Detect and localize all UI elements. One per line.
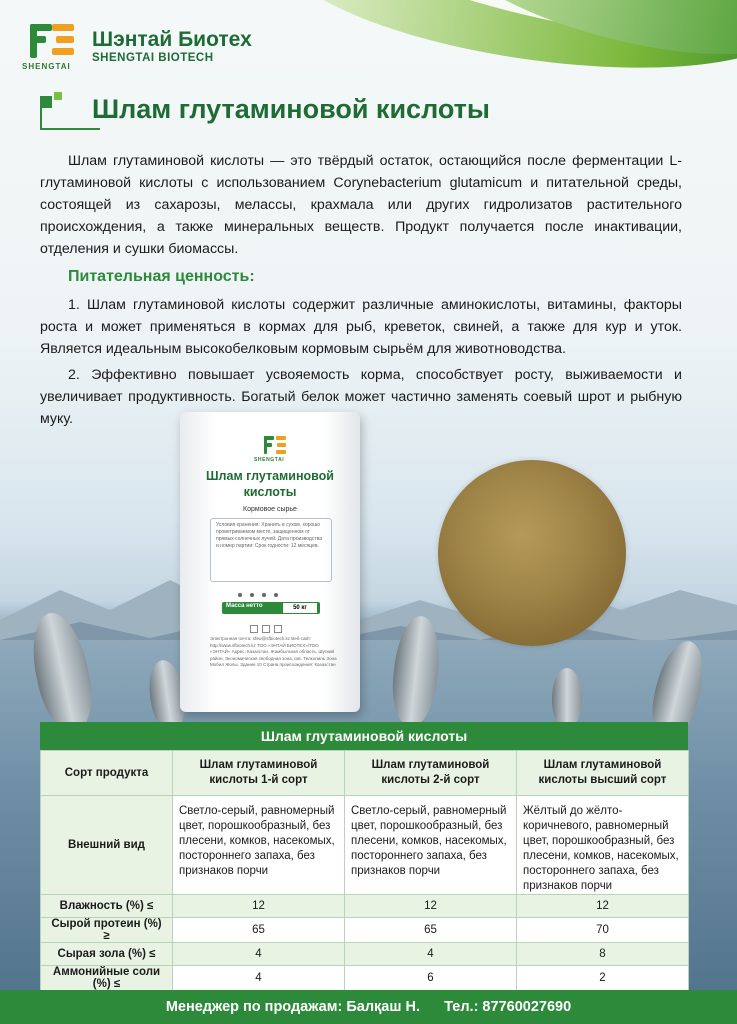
phone-number[interactable]: Тел.: 87760027690 xyxy=(444,999,572,1015)
table-row xyxy=(41,966,689,991)
nutrition-paragraph-2: 2. Эффективно повышает усвояемость корма, способствует росту, выживаемости и увеличивает продуктивность. Богатый белок может частично заменять соевый шрот и рыбную муку. xyxy=(40,367,682,427)
bag-logo-icon xyxy=(264,436,286,456)
table-cell: 4 xyxy=(173,943,345,966)
bag-subtitle: Кормовое сырье xyxy=(243,506,297,513)
bag-footer-text: Электронная почта: sfsw@sfbiotech.kz Веб-сайт: http://www.sfbiotech.kz ТОО «ЭНТАЙ БИОТЕХ»/ТОО «ЭНТАЙ» Адрес: Казахстан, Жамбылская область, Шуский район, Экономическая свободная зона, скв. Телкопиль Зона Мобил Жолы, Здание 10 Страна происхождения: Казахстан xyxy=(210,636,337,667)
table-header-cell: Шлам глутаминовой кислоты 2-й сорт xyxy=(345,751,517,796)
table-cell: 70 xyxy=(517,918,689,943)
table-cell: 8 xyxy=(517,943,689,966)
table-cell: 12 xyxy=(173,895,345,918)
table-header-cell: Шлам глутаминовой кислоты 1-й сорт xyxy=(173,751,345,796)
table-title: Шлам глутаминовой кислоты xyxy=(40,722,688,750)
table-row-label: Сырая зола (%) ≤ xyxy=(41,943,173,966)
title-divider xyxy=(40,128,100,130)
contact-footer xyxy=(0,990,737,1024)
bag-title: Шлам глутаминовой кислоты xyxy=(206,469,334,499)
title-square-icon xyxy=(40,96,52,108)
brand-header xyxy=(22,20,252,72)
bag-logo-text: SHENGTAI xyxy=(254,457,285,463)
title-square-icon xyxy=(54,92,62,100)
bag-weight-label: Масса нетто xyxy=(226,603,263,609)
table-row-label: Аммонийные соли (%) ≤ xyxy=(41,966,173,991)
table-row xyxy=(41,943,689,966)
product-bag-image xyxy=(180,412,360,712)
brand-name-ru: Шэнтай Биотех xyxy=(92,28,252,51)
shengtai-logo-icon xyxy=(22,20,78,72)
table-header-row xyxy=(41,751,689,796)
brand-name-en: SHENGTAI BIOTECH xyxy=(92,52,214,64)
table-cell: 12 xyxy=(345,895,517,918)
table-cell: 2 xyxy=(517,966,689,991)
table-cell: Жёлтый до жёлто-коричневого, равномерный цвет, порошкообразный, без плесени, комков, насекомых, постороннего запаха, без признаков порчи xyxy=(517,796,689,895)
table-cell: 4 xyxy=(173,966,345,991)
table-cell: 12 xyxy=(517,895,689,918)
table-cell: Светло-серый, равномерный цвет, порошкообразный, без плесени, комков, насекомых, постороннего запаха, без признаков порчи xyxy=(345,796,517,895)
table-header-cell: Шлам глутаминовой кислоты высший сорт xyxy=(517,751,689,796)
spec-table-grid xyxy=(40,750,689,991)
bag-dots xyxy=(238,584,298,594)
table-cell: 6 xyxy=(345,966,517,991)
fish-image xyxy=(552,668,582,728)
title-divider xyxy=(40,108,42,130)
table-header-cell: Сорт продукта xyxy=(41,751,173,796)
table-cell: 4 xyxy=(345,943,517,966)
intro-paragraph: Шлам глутаминовой кислоты — это твёрдый остаток, остающийся после ферментации L-глутаминовой кислоты с использованием Corynebacterium glutamicum и питательной среды, состоящей из сахарозы, мелассы, крахмала или других гидролизатов растительного происхождения, а также минеральных веществ. Продукт получается после инактивации, отделения и сушки биомассы. xyxy=(40,153,682,257)
table-row-label: Сырой протеин (%) ≥ xyxy=(41,918,173,943)
table-row xyxy=(41,895,689,918)
table-row-label: Влажность (%) ≤ xyxy=(41,895,173,918)
table-row xyxy=(41,918,689,943)
bag-symbol-icons xyxy=(250,620,300,628)
bag-weight-value: 50 кг xyxy=(282,602,318,614)
nutrition-paragraph-1: 1. Шлам глутаминовой кислоты содержит различные аминокислоты, витамины, факторы роста и может применяться в кормах для рыб, креветок, свиней, а также для кур и уток. Является идеальным высокобелковым кормовым сырьём для животноводства. xyxy=(40,297,682,357)
table-row-label: Внешний вид xyxy=(41,796,173,895)
table-cell: Светло-серый, равномерный цвет, порошкообразный, без плесени, комков, насекомых, постороннего запаха, без признаков порчи xyxy=(173,796,345,895)
spec-table xyxy=(40,722,688,991)
logo-text: SHENGTAI xyxy=(22,62,71,71)
bag-info-text: Условия хранения: Хранить в сухом, хорошо проветриваемом месте, защищенном от прямых солнечных лучей. Дата производства и номер партии: Срок годности: 12 месяцев. xyxy=(216,522,322,549)
table-row xyxy=(41,796,689,895)
table-cell: 65 xyxy=(173,918,345,943)
sales-manager: Менеджер по продажам: Балқаш Н. xyxy=(165,999,420,1015)
powder-image xyxy=(438,460,626,646)
nutrition-heading: Питательная ценность: xyxy=(68,268,255,285)
page-title: Шлам глутаминовой кислоты xyxy=(92,94,490,124)
table-cell: 65 xyxy=(345,918,517,943)
